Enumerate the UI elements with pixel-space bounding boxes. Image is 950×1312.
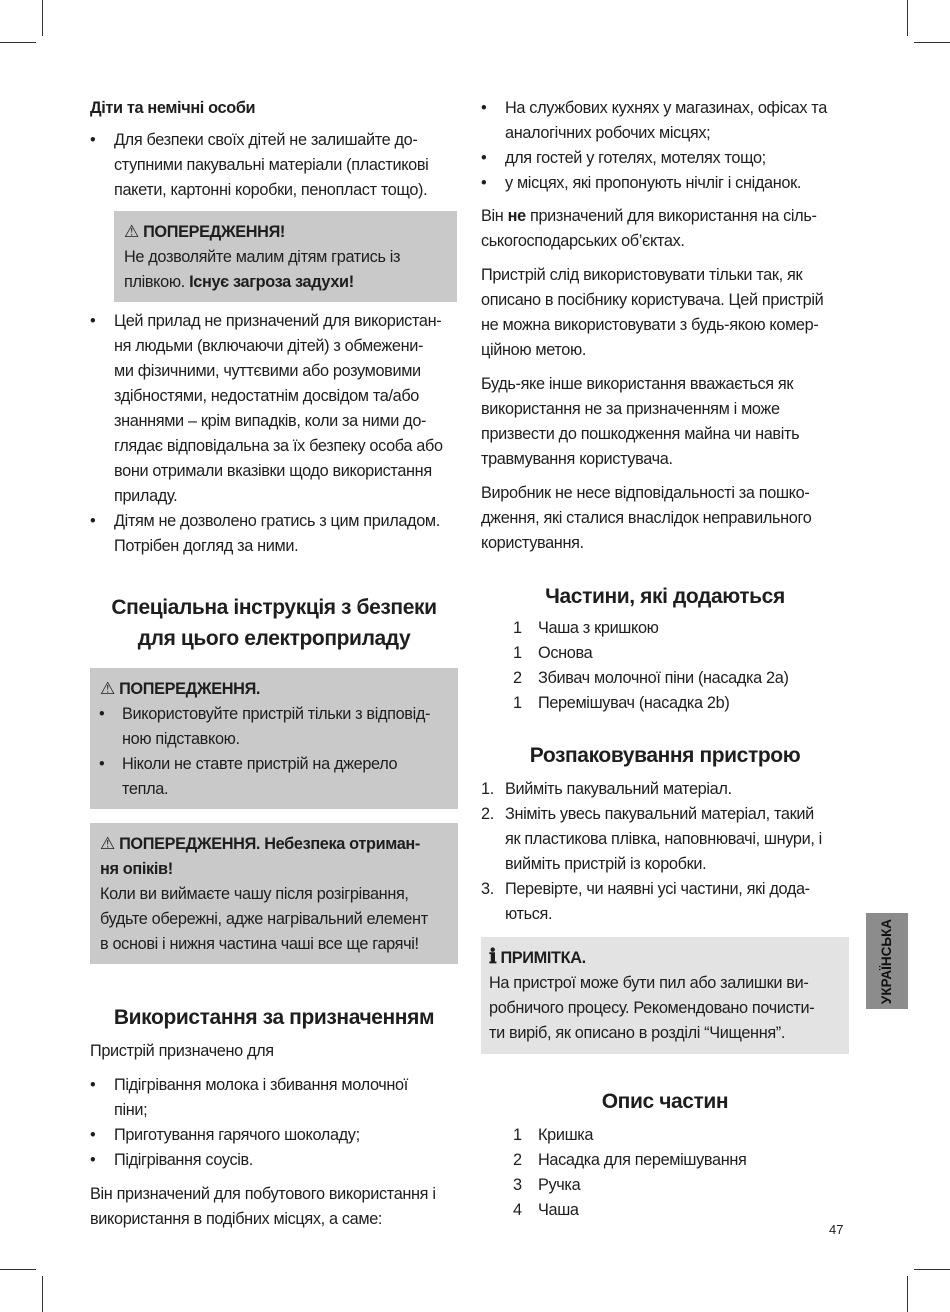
note-text: На пристрої може бути пил або залишки ви- робничого процесу. Рекомендовано почисти- ти виріб, як описано в розділі “Чищення”. <box>489 974 815 1042</box>
left-column <box>90 96 458 1232</box>
note-box <box>481 937 849 1054</box>
warning-title: ⚠ ПОПЕРЕДЖЕННЯ. Небезпека отриман- ня опіків! <box>100 834 420 878</box>
warning-box-stand <box>90 668 458 809</box>
liability-text: Виробник не несе відповідальності за пошко- дження, які сталися внаслідок неправильного користування. <box>481 484 812 552</box>
places-bullet: • у місцях, які пропонують нічліг і сніданок. <box>481 171 849 196</box>
unpacking-heading: Розпаковування пристрою <box>529 744 801 767</box>
children-bullet: • Для безпеки своїх дітей не залишайте до- ступними пакувальні матеріали (пластикові пакети, картонні коробки, пенопласт тощо). <box>90 128 458 203</box>
list-item: 1 Основа <box>513 644 593 662</box>
warning-box-burns <box>90 823 458 964</box>
unpacking-steps <box>481 777 849 927</box>
parts-description-heading: Опис частин <box>601 1090 729 1113</box>
use-intro: Пристрій призначено для <box>90 1042 274 1060</box>
list-item: 3. Перевірте, чи наявні усі частини, які дода- ються. <box>481 880 810 923</box>
language-tab: УКРАЇНСЬКА <box>866 913 908 1009</box>
crop-mark <box>0 1269 36 1270</box>
parts-description-list <box>481 1123 849 1223</box>
use-bullet: • Підігрівання молока і збивання молочної піни; <box>90 1073 458 1123</box>
use-bullet: • Підігрівання соусів. <box>90 1148 458 1173</box>
list-item: 2 Насадка для перемішування <box>513 1151 747 1169</box>
warning-title: ⚠ ПОПЕРЕДЖЕННЯ! <box>124 222 285 241</box>
warning-icon: ⚠ <box>124 222 139 241</box>
manual-use-text: Пристрій слід використовувати тільки так, як описано в посібнику користувача. Цей пристрій не можна використовувати з будь-якою комер- ційною метою. <box>481 266 824 359</box>
included-parts-list <box>481 616 849 716</box>
note-title: ℹ ПРИМІТКА. <box>489 946 586 968</box>
places-bullet: • для гостей у готелях, мотелях тощо; <box>481 146 849 171</box>
warning-icon: ⚠ <box>100 834 115 853</box>
right-column <box>481 96 849 1223</box>
use-bullet: • Приготування гарячого шоколаду; <box>90 1123 458 1148</box>
children-bullet: • Дітям не дозволено гратись з цим приладом. Потрібен догляд за ними. <box>90 509 458 559</box>
crop-mark <box>42 1276 43 1312</box>
crop-mark <box>907 1276 908 1312</box>
warning-icon: ⚠ <box>100 679 115 698</box>
crop-mark <box>42 0 43 36</box>
list-item: 1 Перемішувач (насадка 2b) <box>513 694 730 712</box>
included-parts-heading: Частини, які додаються <box>545 585 785 608</box>
special-safety-heading: Спеціальна інструкція з безпеки для цього електроприладу <box>111 596 437 650</box>
warning-title: ⚠ ПОПЕРЕДЖЕННЯ. <box>100 679 261 698</box>
warning-text: Не дозволяйте малим дітям гратись із плівкою. Існує загроза задухи! <box>124 248 401 291</box>
warning-box-suffocation <box>114 211 457 302</box>
list-item: 4 Чаша <box>513 1201 579 1219</box>
crop-mark <box>914 42 950 43</box>
crop-mark <box>914 1269 950 1270</box>
places-bullet: • На службових кухнях у магазинах, офісах та аналогічних робочих місцях; <box>481 96 849 146</box>
list-item: 3 Ручка <box>513 1176 581 1194</box>
list-item: 1 Чаша з кришкою <box>513 619 659 637</box>
warning-text: Коли ви виймаєте чашу після розігрівання, будьте обережні, адже нагрівальний елемент в основі і нижня частина чаші все ще гарячі! <box>100 885 428 953</box>
list-item: 2. Зніміть увесь пакувальний матеріал, такий як пластикова плівка, наповнювачі, шнури, і вийміть пристрій із коробки. <box>481 805 822 873</box>
info-icon: ℹ <box>489 946 497 968</box>
list-item: 1. Вийміть пакувальний матеріал. <box>481 780 732 798</box>
list-item: 2 Збивач молочної піни (насадка 2a) <box>513 669 789 687</box>
warning-bullet: • Використовуйте пристрій тільки з відповід- ною підставкою. <box>100 702 448 752</box>
crop-mark <box>0 42 36 43</box>
intended-use-heading: Використання за призначенням <box>113 1006 435 1029</box>
page-number: 47 <box>829 1222 844 1237</box>
crop-mark <box>907 0 908 36</box>
children-heading: Діти та немічні особи <box>90 99 256 117</box>
list-item: 1 Кришка <box>513 1126 594 1144</box>
not-agricultural-text: Він не призначений для використання на сіль- ськогосподарських об’єктах. <box>481 207 817 250</box>
children-bullet: • Цей прилад не призначений для використан- ня людьми (включаючи дітей) з обмежени- ми фізичними, чуттєвими або розумовими здібностями, недостатнім досвідом та/або знаннями – крім випадків, коли за ними до- глядає відповідальна за їх безпеку особа або вони отримали вказівки щодо використання приладу. <box>90 309 458 509</box>
misuse-text: Будь-яке інше використання вважається як використання не за призначенням і може призвести до пошкодження майна чи навіть травмування користувача. <box>481 375 800 468</box>
household-use-text: Він призначений для побутового використання і використання в подібних місцях, а саме: <box>90 1185 436 1228</box>
warning-bullet: • Ніколи не ставте пристрій на джерело тепла. <box>100 752 448 802</box>
